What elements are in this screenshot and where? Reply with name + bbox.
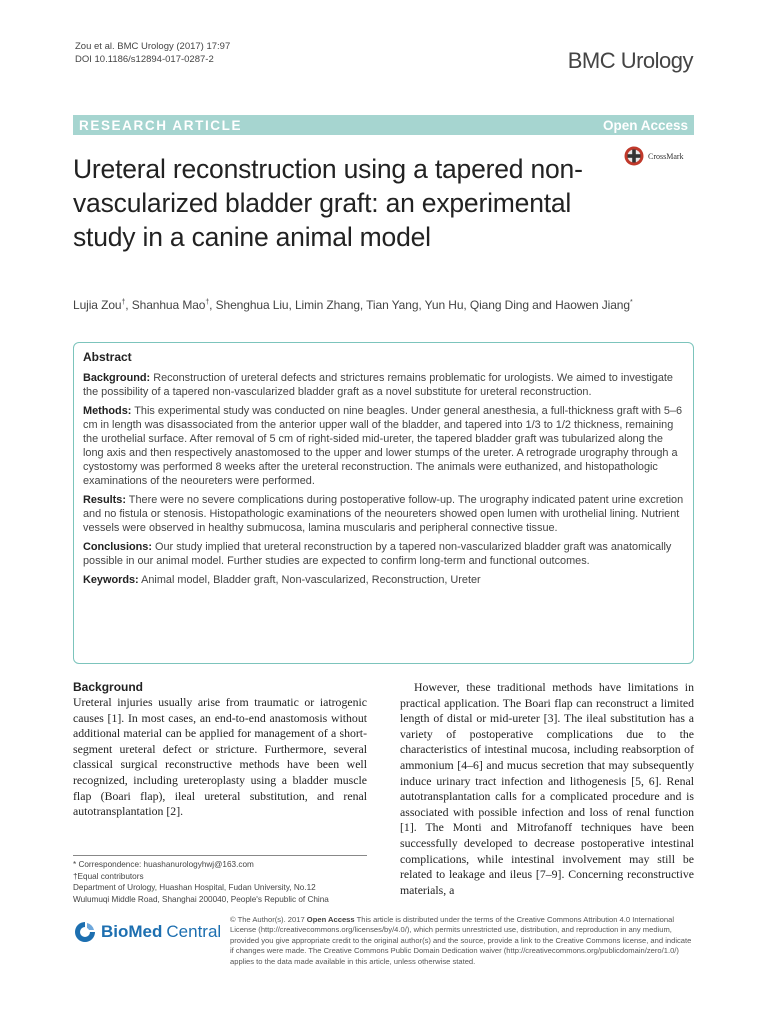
section-text: Reconstruction of ureteral defects and strictures remains problematic for urologists. We aimed to investigate the possibility of a tapered non-vascularized bladder graft as a novel substitute for ureteral reconstruction. <box>83 372 673 398</box>
body-paragraph: Ureteral injuries usually arise from traumatic or iatrogenic causes [1]. In most cases, an end-to-end anastomosis without additional material can be applied for management of a short-segment ureteral defect or stricture. Furthermore, several classical surgical reconstructive methods have been well recognized, including ureteroplasty using a bladder muscle flap (Boari flap), ileal ureteral substitution, and renal autotransplantation [2]. <box>73 695 367 819</box>
equal-contributors-note: †Equal contributors <box>73 871 144 881</box>
section-label: Results: <box>83 494 126 506</box>
affiliation-line: Wulumuqi Middle Road, Shanghai 200040, People's Republic of China <box>73 894 329 904</box>
biomed-central-logo <box>73 920 221 944</box>
author-name: , Shanhua Mao <box>125 298 206 312</box>
article-type-label: RESEARCH ARTICLE <box>79 117 243 133</box>
crossmark-label: CrossMark <box>648 151 684 161</box>
section-text: Animal model, Bladder graft, Non-vascularized, Reconstruction, Ureter <box>138 574 481 586</box>
corresponding-author-mark: * <box>629 299 633 306</box>
biomed-swirl-icon <box>73 920 97 944</box>
article-title: Ureteral reconstruction using a tapered non-vascularized bladder graft: an experimental study in a canine animal model <box>73 154 583 252</box>
equal-contributor-mark: † <box>121 299 126 306</box>
abstract-methods <box>83 404 684 488</box>
abstract-heading: Abstract <box>83 350 132 364</box>
section-label: Background: <box>83 372 151 384</box>
abstract-conclusions <box>83 540 684 568</box>
abstract-keywords <box>83 573 684 587</box>
section-text: This experimental study was conducted on nine beagles. Under general anesthesia, a full-thickness graft with 5–6 cm in length was disassociated from the anterior upper wall of the bladder, and tapered into 1/3 to 1/2 thickness, remaining the urothelial surface. After removal of 5 cm of right-sided mid-ureter, the tapered bladder graft was tubularized along the long axis and then respectively anastomosed to the upper and lower stumps of the ureter. A retrograde urography through a cystostomy was performed 8 weeks after the ureteral reconstruction. The animals were euthanized, and histopathologic examinations of the neoureters were performed. <box>83 405 683 487</box>
section-text: There were no severe complications during postoperative follow-up. The urography indicated patent urine excretion and no fistula or stenosis. Histopathologic examinations of the neoureters showed open lumen with urothelial lining. Nutrient vessels were observed in healthy submucosa, lamina muscularis and peripheral connective tissue. <box>83 494 684 534</box>
copyright-notice: © The Author(s). 2017 <box>230 915 307 924</box>
citation-line: Zou et al. BMC Urology (2017) 17:97 <box>75 41 231 52</box>
open-access-label: Open Access <box>602 117 688 133</box>
author-list <box>73 298 693 312</box>
license-body: This article is distributed under the terms of the Creative Commons Attribution 4.0 International License (http://creativecommons.org/licenses/by/4.0/), which permits unrestricted use, distribution, and reproduction in any medium, provided you give appropriate credit to the original author(s) and the source, provide a link to the Creative Commons license, and indicate if changes were made. The Creative Commons Public Domain Dedication waiver (http://creativecommons.org/publicdomain/zero/1.0/) applies to the data made available in this article, unless otherwise stated. <box>230 915 692 966</box>
logo-text-central: Central <box>166 922 222 941</box>
author-names: , Shenghua Liu, Limin Zhang, Tian Yang, Yun Hu, Qiang Ding and Haowen Jiang <box>209 298 630 312</box>
affiliation-line: Department of Urology, Huashan Hospital, Fudan University, No.12 <box>73 883 316 892</box>
body-column-left <box>73 680 367 820</box>
body-column-right <box>400 680 694 898</box>
abstract-box <box>73 342 694 664</box>
logo-text-biomed: BioMed <box>101 922 163 941</box>
citation <box>75 40 230 66</box>
correspondence-note: * Correspondence: huashanurologyhwj@163.com <box>73 860 254 869</box>
open-access-label: Open Access <box>306 915 355 924</box>
equal-contributor-mark: † <box>205 299 210 306</box>
license-text <box>230 915 694 967</box>
footnotes <box>73 855 367 905</box>
section-label: Keywords: <box>83 574 139 586</box>
abstract-background <box>83 371 684 399</box>
body-paragraph: However, these traditional methods have limitations in practical application. The Boari flap can reconstruct a limited length of distal or mid-ureter [3]. The ileal substitution has a variety of postoperative complications due to the characteristics of intestinal mucosa, including reabsorption of ammonium [4–6] and mucus secretion that may subsequently induce urinary tract infection and lithogenesis [5, 6]. Renal autotransplantation calls for a complicated procedure and is associated with possible infection and loss of renal function [1]. The Monti and Mitrofanoff techniques have been successfully developed to decrease postoperative intestinal complications, while intestinal involvement may still be related to leakage and ileus [7–9]. Concerning reconstructive materials, a <box>400 680 694 897</box>
section-text: Our study implied that ureteral reconstruction by a tapered non-vascularized bladder graft was anatomically possible in our animal model. Further studies are expected to confirm long-term and functional outcomes. <box>83 541 672 567</box>
section-heading-background: Background <box>73 680 144 694</box>
crossmark-icon <box>624 146 644 166</box>
doi-line: DOI 10.1186/s12894-017-0287-2 <box>75 54 214 65</box>
abstract-results <box>83 493 684 535</box>
crossmark-badge[interactable] <box>624 146 684 166</box>
journal-name: BMC Urology <box>567 48 693 73</box>
section-label: Methods: <box>83 405 132 417</box>
article-type-banner <box>73 115 694 135</box>
author-name: Lujia Zou <box>73 298 122 312</box>
section-label: Conclusions: <box>83 541 152 553</box>
